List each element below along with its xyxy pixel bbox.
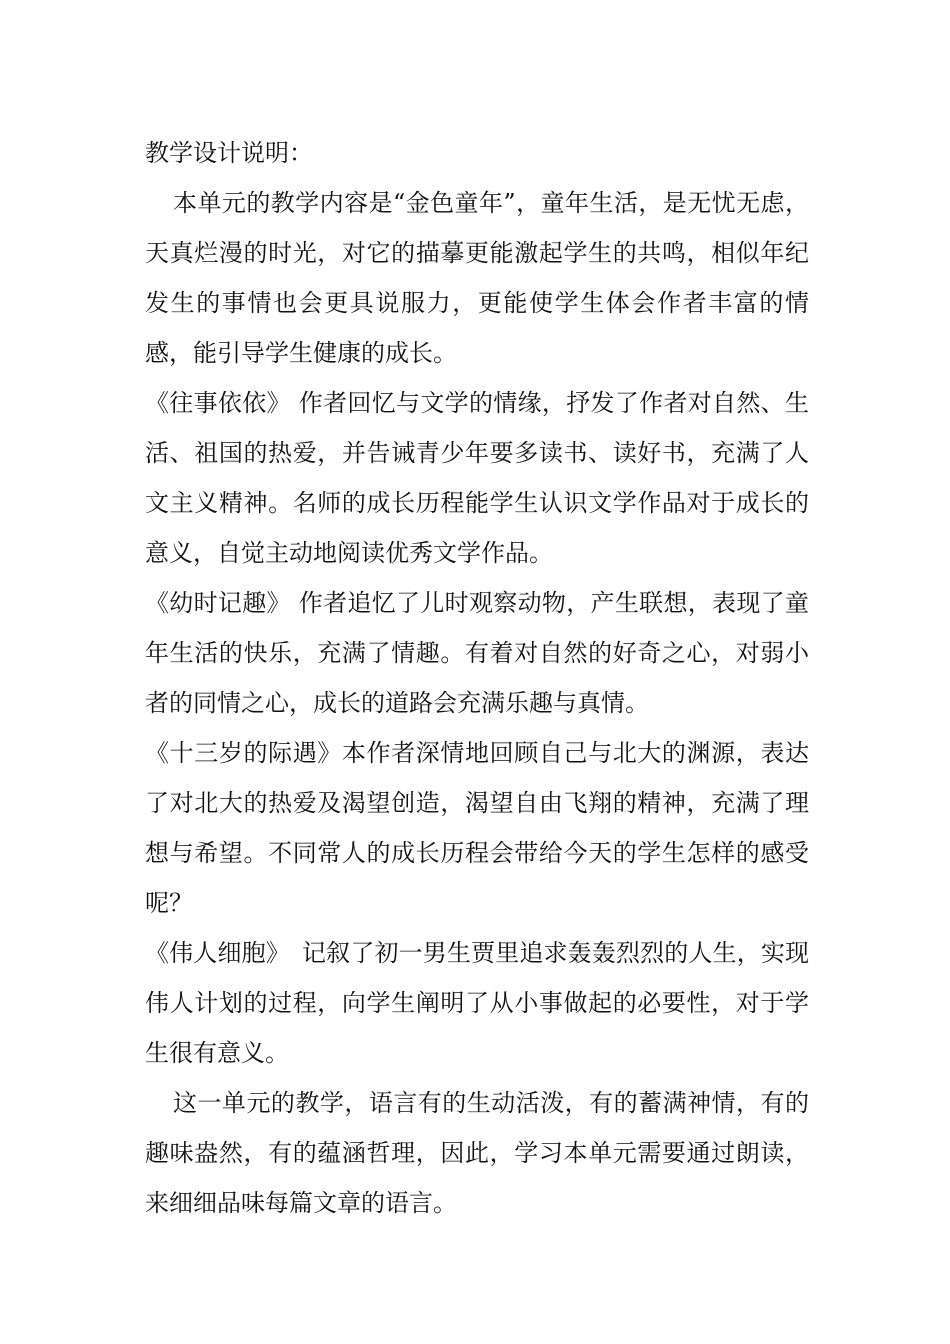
paragraph-unit-intro: 本单元的教学内容是“金色童年”，童年生活，是无忧无虑，天真烂漫的时光，对它的描摹更能激起学生的共鸣，相似年纪发生的事情也会更具说服力，更能使学生体会作者丰富的情感，能引导学生健康的成长。	[145, 189, 809, 367]
paragraph-weiren-xibao: 《伟人细胞》 记叙了初一男生贾里追求轰轰烈烈的人生，实现伟人计划的过程，向学生阐明了从小事做起的必要性，对于学生很有意义。	[145, 939, 809, 1067]
paragraph-unit-summary: 这一单元的教学，语言有的生动活泼，有的蓄满神情，有的趣味盎然，有的蕴涵哲理，因此，学习本单元需要通过朗读，来细细品味每篇文章的语言。	[145, 1089, 809, 1217]
paragraph-shisansui-jiyu: 《十三岁的际遇》本作者深情地回顾自己与北大的渊源，表达了对北大的热爱及渴望创造，渴望自由飞翔的精神，充满了理想与希望。不同常人的成长历程会带给今天的学生怎样的感受呢？	[145, 739, 809, 917]
paragraph-youshi-jiqu: 《幼时记趣》 作者追忆了儿时观察动物，产生联想，表现了童年生活的快乐，充满了情趣。有着对自然的好奇之心，对弱小者的同情之心，成长的道路会充满乐趣与真情。	[145, 589, 809, 717]
document-body	[145, 128, 809, 1228]
section-heading: 教学设计说明：	[145, 139, 313, 167]
paragraph-wangshi-yiyi: 《往事依依》 作者回忆与文学的情缘，抒发了作者对自然、生活、祖国的热爱，并告诫青少年要多读书、读好书，充满了人文主义精神。名师的成长历程能学生认识文学作品对于成长的意义，自觉主动地阅读优秀文学作品。	[145, 389, 809, 567]
